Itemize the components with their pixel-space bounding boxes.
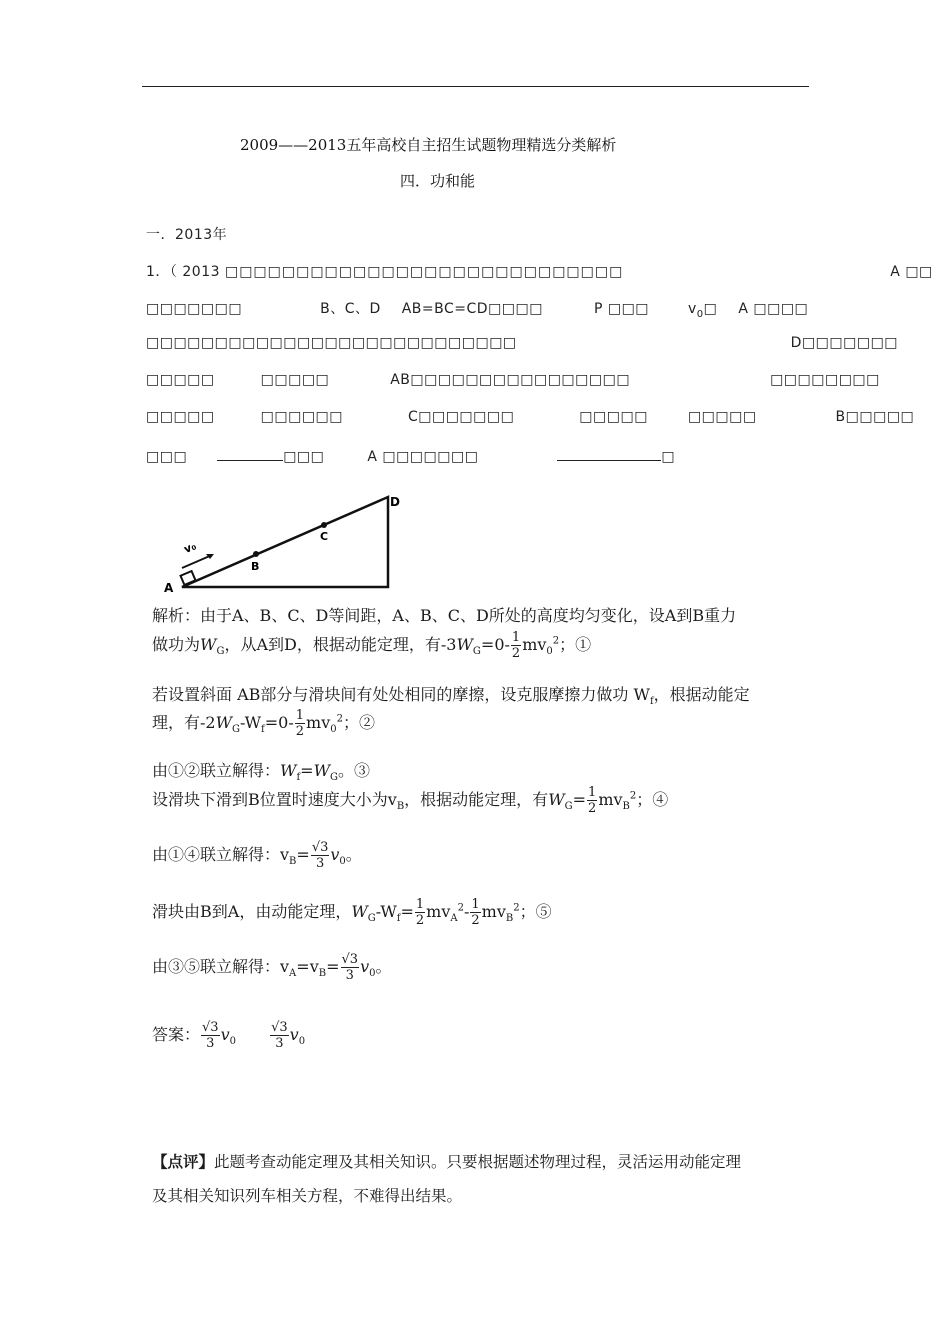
review-line-1: 【点评】此题考查动能定理及其相关知识。只要根据题述物理过程，灵活运用动能定理	[152, 1153, 742, 1171]
solution-line-4: 理，有$-2W_G-W_f=0-$ $\frac{1}{2}$ $mv_0^2$；②	[152, 708, 375, 739]
question-line-4: □□□□□ □□□□□ AB□□□□□□□□□□□□□□□□ □□□□□□□□	[146, 372, 880, 388]
point-c	[321, 522, 327, 528]
answer-blank-2[interactable]	[557, 446, 661, 461]
document-title: 2009——2013五年高校自主招生试题物理精选分类解析	[240, 136, 617, 154]
label-b: B	[251, 560, 260, 573]
solution-line-2: 做功为$W_G$，从A到D，根据动能定理，有$-3W_G=0-$ $\frac{1}{2}$ $mv_0^2$；①	[152, 630, 592, 661]
answer-line: 答案： $\frac{√3}{3}$ $v_0$ $\frac{√3}{3}$ $v_0$	[152, 1020, 306, 1051]
velocity-arrow	[182, 555, 212, 568]
solution-line-6: 设滑块下滑到B位置时速度大小为$v_B$，根据动能定理，有$W_G=$ $\frac{1}{2}$ $mv_B^2$；④	[152, 785, 669, 816]
solution-line-5: 由①②联立解得：$W_f=W_G$。③	[152, 761, 371, 784]
point-b	[253, 551, 259, 557]
solution-line-7: 由①④联立解得：$v_B=$ $\frac{√3}{3}$ $v_0$。	[152, 840, 362, 871]
solution-line-3: 若设置斜面 AB部分与滑块间有处处相同的摩擦，设克服摩擦力做功 $W_f$，根据动能定	[152, 685, 750, 708]
solution-line-9: 由③⑤联立解得：$v_A=v_B=$ $\frac{√3}{3}$ $v_0$。	[152, 952, 392, 983]
incline-triangle	[182, 497, 388, 587]
header-rule	[142, 86, 809, 87]
label-a: A	[164, 581, 174, 595]
label-d: D	[390, 495, 400, 509]
solution-line-1: 解析：由于A、B、C、D等间距，A、B、C、D所处的高度均匀变化，设A到B重力	[152, 606, 737, 625]
review-line-2: 及其相关知识列车相关方程，不难得出结果。	[152, 1187, 463, 1205]
question-line-3: □□□□□□□□□□□□□□□□□□□□□□□□□□□ D□□□□□□□	[146, 335, 899, 351]
section-heading: 一．2013年	[146, 227, 228, 243]
label-c: C	[320, 530, 329, 543]
question-line-6: □□□ □□□ A □□□□□□□ □	[146, 446, 675, 465]
chapter-title: 四．功和能	[400, 172, 476, 190]
incline-figure	[158, 488, 408, 598]
answer-blank-1[interactable]	[217, 446, 283, 461]
question-line-5: □□□□□ □□□□□□ C□□□□□□□ □□□□□ □□□□□ B□□□□□	[146, 409, 915, 425]
label-v0: v₀	[182, 539, 199, 556]
solution-line-8: 滑块由B到A，由动能定理，$W_G-W_f=$ $\frac{1}{2}$ $mv_A^2-$ $\frac{1}{2}$ $mv_B^2$；⑤	[152, 897, 552, 928]
question-line-2: □□□□□□□ B、C、D AB=BC=CD□□□□ P □□□ $v_0□$ A □□□□	[146, 301, 809, 320]
question-line-1: 1．（ 2013 □□□□□□□□□□□□□□□□□□□□□□□□□□□□ A □□	[146, 264, 933, 280]
